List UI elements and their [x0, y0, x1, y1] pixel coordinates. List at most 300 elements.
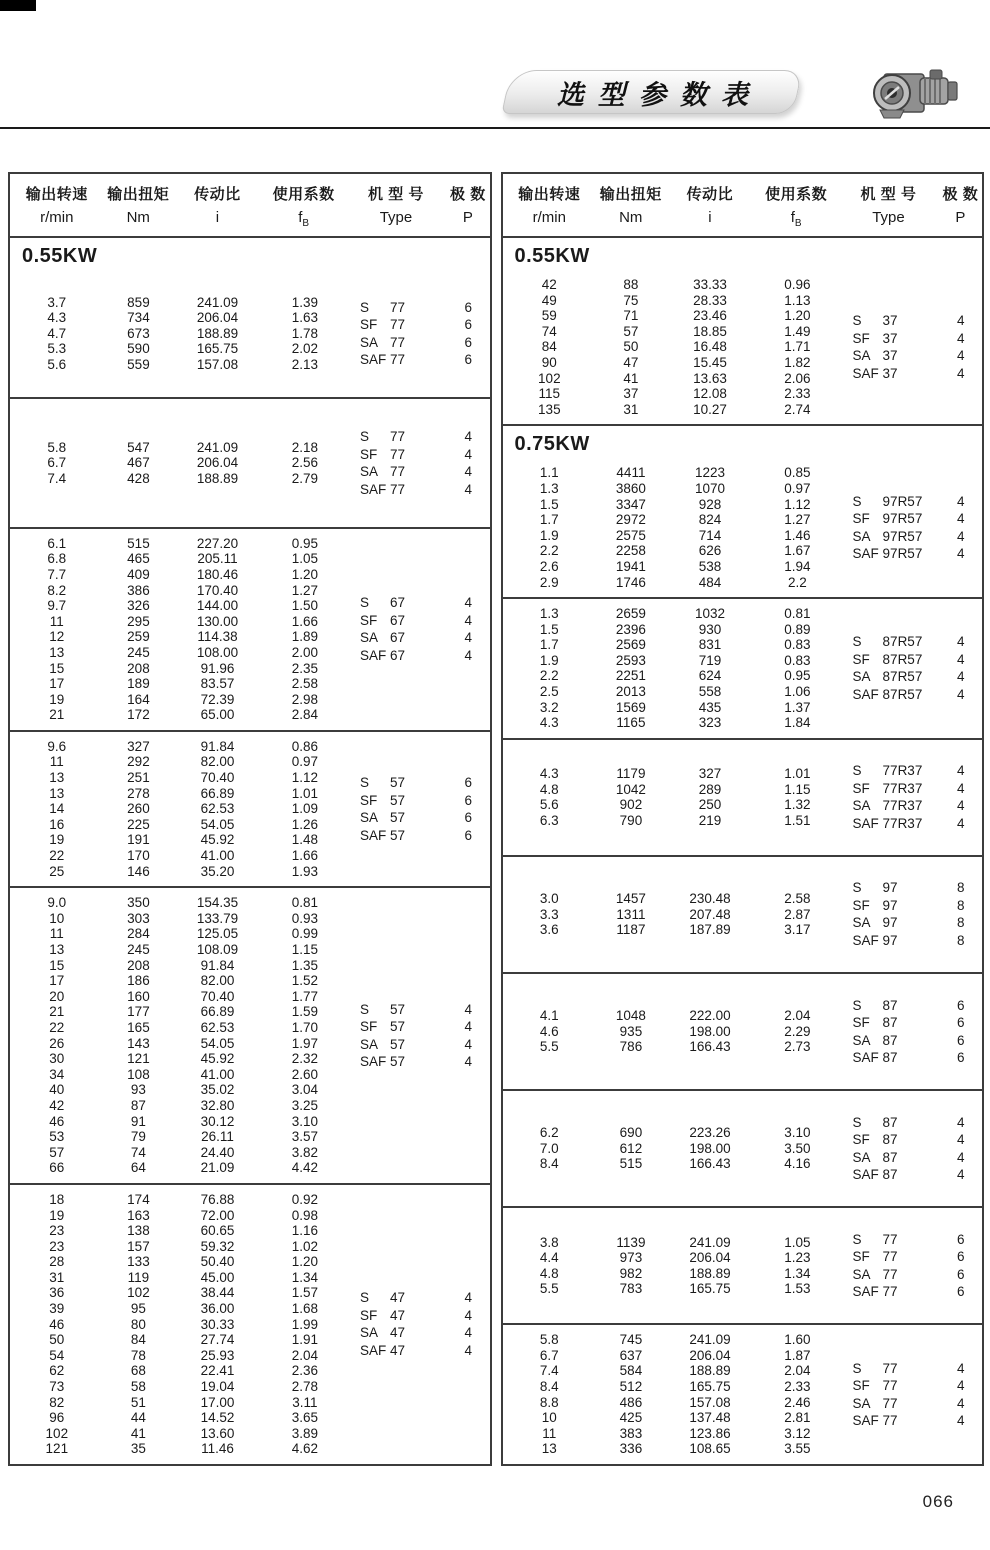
- torque-cell: 2013: [615, 684, 646, 700]
- ratio-cell: 831: [698, 637, 722, 653]
- poles-cell: 4: [464, 1342, 473, 1358]
- table-row: [503, 528, 841, 544]
- header-col-speed-cn: 输出转速: [25, 186, 88, 203]
- table-row: [10, 832, 348, 848]
- speed-cell: 6.2: [539, 1125, 559, 1141]
- table-row: [10, 676, 348, 692]
- torque-cell: 41: [623, 370, 639, 386]
- ratio-cell: 50.40: [200, 1254, 235, 1270]
- poles-cell: 4: [957, 546, 965, 562]
- torque-cell: 326: [127, 598, 150, 614]
- table-row: [10, 848, 348, 864]
- torque-cell: 225: [127, 816, 150, 832]
- ratio-cell: 165.75: [196, 341, 239, 357]
- poles-cell: 4: [957, 634, 965, 650]
- model-prefix: SA: [852, 669, 871, 685]
- torque-cell: 690: [619, 1125, 643, 1141]
- ratio-cell: 323: [698, 715, 722, 731]
- model-row: [348, 428, 489, 446]
- service-factor-cell: 0.95: [784, 668, 811, 684]
- service-factor-cell: 1.78: [291, 325, 319, 341]
- speed-cell: 90: [541, 354, 557, 370]
- service-factor-cell: 1.15: [784, 781, 811, 797]
- service-factor-cell: 0.95: [291, 535, 319, 551]
- torque-cell: 93: [130, 1082, 146, 1098]
- ratio-cell: 230.48: [689, 891, 731, 907]
- poles-cell: 8: [957, 880, 965, 896]
- speed-cell: 22: [49, 1019, 65, 1035]
- model-cell: SAF 47: [360, 1342, 406, 1358]
- speed-cell: 31: [49, 1269, 65, 1285]
- model-cell: SA 87: [852, 1149, 898, 1165]
- model-prefix: S: [360, 429, 370, 445]
- ratio-cell: 13.63: [693, 370, 727, 386]
- ratio-cell: 133.79: [196, 910, 239, 926]
- ratio-block: [503, 270, 983, 424]
- table-row: [10, 1395, 348, 1411]
- torque-cell: 143: [127, 1035, 150, 1051]
- speed-cell: 3.3: [539, 906, 559, 922]
- ratio-cell: 928: [698, 496, 722, 512]
- service-factor-cell: 1.84: [784, 715, 811, 731]
- poles-cell: 8: [957, 932, 965, 948]
- table-row: [503, 622, 841, 638]
- table-row: [10, 357, 348, 373]
- ratio-block: [503, 597, 983, 738]
- model-cell: SA 77: [360, 334, 406, 350]
- model-prefix: S: [360, 299, 370, 315]
- service-factor-cell: 2.81: [784, 1410, 811, 1426]
- torque-cell: 245: [127, 942, 150, 957]
- service-factor-cell: 1.32: [784, 797, 811, 813]
- model-cell: SF 57: [360, 792, 406, 808]
- ratio-cell: 1223: [695, 465, 726, 481]
- ratio-cell: 538: [698, 558, 722, 574]
- torque-cell: 58: [130, 1379, 146, 1395]
- speed-cell: 49: [541, 292, 557, 308]
- speed-cell: 102: [538, 370, 561, 386]
- speed-cell: 36: [49, 1285, 65, 1301]
- model-cell: SA 87R57: [852, 669, 923, 685]
- table-row: [10, 1348, 348, 1364]
- model-cell: SAF 87: [852, 1167, 898, 1183]
- poles-cell: 4: [464, 630, 473, 646]
- model-cell: SAF 77: [360, 481, 406, 497]
- ratio-cell: 125.05: [196, 926, 239, 942]
- torque-cell: 2569: [615, 637, 646, 653]
- header-col-type-unit: Type: [872, 209, 905, 226]
- ratio-cell: 30.33: [200, 1316, 235, 1332]
- torque-cell: 186: [127, 973, 150, 989]
- table-row: [503, 355, 841, 371]
- speed-cell: 1.9: [539, 652, 559, 668]
- model-prefix: SF: [852, 511, 870, 527]
- ratio-cell: 45.00: [200, 1269, 235, 1285]
- model-rows: [841, 1231, 982, 1301]
- poles-cell: 4: [957, 313, 965, 329]
- service-factor-cell: 1.06: [784, 684, 811, 700]
- data-rows: [503, 1235, 841, 1297]
- speed-cell: 20: [49, 988, 65, 1004]
- torque-cell: 783: [619, 1281, 643, 1297]
- model-cell: S 77: [360, 299, 406, 315]
- ratio-cell: 626: [698, 543, 722, 559]
- table-row: [10, 1145, 348, 1161]
- torque-cell: 64: [130, 1160, 146, 1176]
- model-cell: SA 47: [360, 1325, 406, 1341]
- table-row: [503, 559, 841, 575]
- service-factor-cell: 3.25: [291, 1097, 319, 1113]
- torque-cell: 121: [127, 1051, 150, 1067]
- table-row: [503, 308, 841, 324]
- data-rows: [10, 895, 348, 1176]
- model-row: [841, 545, 982, 563]
- service-factor-cell: 2.04: [291, 1347, 319, 1363]
- torque-cell: 102: [127, 1285, 150, 1301]
- power-section-title: 0.75KW: [503, 424, 983, 458]
- speed-cell: 25: [49, 863, 65, 879]
- speed-cell: 5.6: [47, 357, 67, 373]
- model-prefix: SF: [852, 897, 870, 913]
- torque-cell: 108: [127, 1066, 150, 1082]
- service-factor-cell: 1.27: [784, 512, 811, 528]
- torque-cell: 612: [619, 1140, 643, 1156]
- speed-cell: 3.7: [47, 294, 67, 310]
- service-factor-cell: 3.11: [292, 1394, 318, 1410]
- table-row: [503, 1348, 841, 1364]
- poles-cell: 8: [957, 897, 965, 913]
- ratio-cell: 206.04: [689, 1347, 731, 1363]
- torque-cell: 208: [127, 957, 150, 973]
- ratio-cell: 60.65: [200, 1223, 235, 1239]
- model-prefix: S: [852, 493, 862, 509]
- poles-cell: 4: [464, 1001, 473, 1017]
- speed-cell: 4.1: [539, 1008, 559, 1024]
- table-body: [10, 238, 490, 1464]
- speed-cell: 102: [45, 1425, 69, 1441]
- model-prefix: SF: [360, 1307, 378, 1323]
- model-prefix: SAF: [852, 1050, 879, 1066]
- ratio-cell: 35.02: [200, 1082, 235, 1098]
- ratio-cell: 19.04: [200, 1379, 235, 1395]
- speed-cell: 1.1: [539, 465, 559, 481]
- service-factor-cell: 2.29: [784, 1023, 811, 1039]
- speed-cell: 42: [541, 277, 557, 292]
- table-row: [503, 1235, 841, 1251]
- torque-cell: 673: [127, 325, 150, 341]
- speed-cell: 6.3: [539, 812, 559, 828]
- table-row: [503, 606, 841, 622]
- table-row: [10, 1036, 348, 1052]
- table-row: [503, 339, 841, 355]
- service-factor-cell: 2.58: [291, 676, 319, 692]
- ratio-cell: 91.84: [200, 957, 235, 973]
- gearmotor-image: [860, 66, 964, 122]
- model-row: [841, 914, 982, 932]
- model-prefix: SAF: [852, 815, 879, 831]
- data-rows: [503, 1008, 841, 1055]
- speed-cell: 21: [49, 707, 65, 723]
- model-cell: SA 77: [852, 1395, 898, 1411]
- service-factor-cell: 1.94: [784, 558, 811, 574]
- torque-cell: 251: [127, 770, 150, 786]
- torque-cell: 409: [127, 566, 150, 582]
- ratio-cell: 13.60: [200, 1425, 235, 1441]
- service-factor-cell: 2.79: [291, 470, 319, 486]
- service-factor-cell: 1.09: [291, 801, 319, 817]
- table-body: [503, 238, 983, 1464]
- table-row: [503, 684, 841, 700]
- table-row: [503, 1332, 841, 1348]
- speed-cell: 28: [49, 1254, 65, 1270]
- table-row: [10, 1301, 348, 1317]
- torque-cell: 163: [127, 1207, 150, 1223]
- table-row: [10, 1239, 348, 1255]
- speed-cell: 4.4: [539, 1250, 559, 1266]
- service-factor-cell: 3.12: [784, 1425, 811, 1441]
- model-rows: [348, 428, 489, 498]
- ratio-cell: 327: [698, 766, 722, 782]
- table-header: [10, 174, 490, 238]
- speed-cell: 34: [49, 1066, 65, 1082]
- header-col-ratio-unit: i: [215, 209, 220, 226]
- model-row: [841, 1360, 982, 1378]
- model-prefix: SAF: [360, 827, 387, 843]
- service-factor-cell: 3.17: [784, 922, 811, 938]
- ratio-cell: 165.75: [689, 1379, 731, 1395]
- ratio-cell: 45.92: [200, 1051, 235, 1067]
- model-rows: [841, 762, 982, 832]
- ratio-cell: 114.38: [197, 629, 238, 645]
- ratio-cell: 154.35: [196, 895, 239, 911]
- table-row: [10, 958, 348, 974]
- ratio-cell: 206.04: [196, 310, 239, 326]
- torque-cell: 88: [623, 277, 639, 292]
- torque-cell: 3860: [615, 480, 646, 496]
- speed-cell: 13: [49, 942, 65, 957]
- header-row-cn: [10, 183, 490, 204]
- model-rows: [841, 997, 982, 1067]
- table-row: [503, 715, 841, 731]
- model-cell: S 57: [360, 775, 406, 791]
- data-rows: [503, 766, 841, 828]
- speed-cell: 82: [49, 1394, 65, 1410]
- table-row: [503, 1379, 841, 1395]
- poles-cell: 6: [957, 1050, 965, 1066]
- ratio-cell: 23.46: [693, 308, 727, 324]
- ratio-cell: 241.09: [196, 294, 239, 310]
- table-row: [10, 1129, 348, 1145]
- speed-cell: 8.8: [539, 1394, 559, 1410]
- model-cell: SF 57: [360, 1019, 406, 1035]
- model-prefix: SA: [852, 798, 871, 814]
- service-factor-cell: 0.97: [291, 754, 319, 770]
- torque-cell: 584: [619, 1363, 643, 1379]
- torque-cell: 87: [130, 1097, 146, 1113]
- table-row: [503, 891, 841, 907]
- speed-cell: 46: [49, 1113, 65, 1129]
- ratio-cell: 17.00: [200, 1394, 235, 1410]
- model-row: [348, 1289, 489, 1307]
- service-factor-cell: 2.56: [291, 455, 319, 471]
- speed-cell: 73: [49, 1379, 65, 1395]
- selection-table-left: [8, 172, 492, 1466]
- service-factor-cell: 2.35: [291, 660, 319, 676]
- ratio-cell: 38.44: [200, 1285, 235, 1301]
- ratio-cell: 18.85: [693, 323, 727, 339]
- ratio-cell: 32.80: [200, 1097, 235, 1113]
- model-prefix: SF: [852, 1015, 870, 1031]
- torque-cell: 133: [127, 1254, 150, 1270]
- service-factor-cell: 1.26: [291, 816, 319, 832]
- speed-cell: 5.8: [539, 1332, 559, 1348]
- torque-cell: 50: [623, 339, 639, 355]
- model-row: [348, 1001, 489, 1019]
- speed-cell: 4.8: [539, 1265, 559, 1281]
- poles-cell: 4: [464, 595, 473, 611]
- model-rows: [841, 633, 982, 703]
- ratio-cell: 188.89: [196, 325, 239, 341]
- ratio-block: [10, 730, 490, 886]
- table-row: [503, 497, 841, 513]
- ratio-cell: 41.00: [200, 1066, 235, 1082]
- table-header: [503, 174, 983, 238]
- ratio-cell: 35.20: [200, 863, 235, 879]
- speed-cell: 6.8: [47, 551, 67, 567]
- model-cell: SF 87: [852, 1015, 898, 1031]
- torque-cell: 79: [130, 1129, 146, 1145]
- service-factor-cell: 1.60: [784, 1332, 811, 1348]
- model-row: [841, 1231, 982, 1249]
- torque-cell: 292: [127, 754, 150, 770]
- torque-cell: 590: [127, 341, 150, 357]
- poles-cell: 6: [957, 997, 965, 1013]
- service-factor-cell: 1.05: [784, 1234, 811, 1250]
- torque-cell: 259: [127, 629, 150, 645]
- model-row: [841, 932, 982, 950]
- service-factor-cell: 2.04: [784, 1008, 811, 1024]
- torque-cell: 1165: [616, 715, 646, 731]
- table-row: [10, 1067, 348, 1083]
- poles-cell: 4: [957, 1114, 965, 1130]
- speed-cell: 5.6: [539, 797, 559, 813]
- poles-cell: 6: [957, 1231, 965, 1247]
- torque-cell: 191: [127, 832, 150, 848]
- speed-cell: 1.5: [539, 621, 559, 637]
- torque-cell: 2258: [615, 543, 646, 559]
- table-row: [10, 1285, 348, 1301]
- service-factor-cell: 0.93: [291, 910, 319, 926]
- power-section-title: 0.55KW: [514, 245, 590, 267]
- table-row: [503, 371, 841, 387]
- ratio-cell: 66.89: [200, 785, 235, 801]
- torque-cell: 157: [127, 1238, 150, 1254]
- ratio-cell: 484: [698, 574, 722, 590]
- header-col-torque-cn: 输出扭矩: [107, 186, 170, 203]
- speed-cell: 3.8: [539, 1234, 559, 1250]
- speed-cell: 17: [49, 676, 65, 692]
- speed-cell: 30: [49, 1051, 65, 1067]
- model-rows: [348, 594, 489, 664]
- speed-cell: 12: [49, 629, 65, 645]
- table-row: [10, 1426, 348, 1442]
- model-cell: SA 77R37: [852, 798, 923, 814]
- selection-table-right: [501, 172, 985, 1466]
- model-row: [348, 1053, 489, 1071]
- torque-cell: 84: [130, 1332, 146, 1348]
- speed-cell: 19: [49, 832, 65, 848]
- model-cell: SF 77: [852, 1249, 898, 1265]
- ratio-cell: 65.00: [200, 707, 235, 723]
- model-cell: SF 67: [360, 612, 406, 628]
- speed-cell: 23: [49, 1223, 65, 1239]
- model-row: [841, 1412, 982, 1430]
- ratio-cell: 166.43: [689, 1039, 731, 1055]
- model-row: [348, 299, 489, 317]
- ratio-cell: 82.00: [200, 973, 235, 989]
- ratio-cell: 66.89: [200, 1004, 235, 1020]
- service-factor-cell: 1.05: [291, 551, 319, 567]
- ratio-cell: 72.00: [200, 1207, 235, 1223]
- model-prefix: SAF: [360, 1342, 387, 1358]
- speed-cell: 11: [49, 754, 64, 770]
- speed-cell: 23: [49, 1238, 65, 1254]
- service-factor-cell: 1.01: [291, 785, 319, 801]
- table-row: [10, 786, 348, 802]
- torque-cell: 2972: [615, 512, 646, 528]
- header-row-cn: [503, 183, 983, 204]
- poles-cell: 4: [464, 1307, 473, 1323]
- poles-cell: 6: [464, 299, 473, 315]
- model-row: [841, 365, 982, 383]
- service-factor-cell: 2.84: [291, 707, 319, 723]
- model-cell: SA 57: [360, 1036, 406, 1052]
- header-col-speed-cn: 输出转速: [518, 186, 581, 203]
- table-row: [10, 310, 348, 326]
- model-row: [841, 1049, 982, 1067]
- ratio-cell: 70.40: [200, 770, 235, 786]
- model-prefix: SF: [360, 612, 378, 628]
- table-row: [503, 481, 841, 497]
- service-factor-cell: 1.46: [784, 527, 811, 543]
- model-row: [841, 1114, 982, 1132]
- service-factor-cell: 0.85: [784, 465, 811, 481]
- table-row: [503, 1039, 841, 1055]
- model-row: [841, 1149, 982, 1167]
- torque-cell: 383: [619, 1425, 643, 1441]
- model-prefix: SF: [852, 1378, 870, 1394]
- poles-cell: 4: [957, 1167, 965, 1183]
- service-factor-cell: 2.73: [784, 1039, 811, 1055]
- model-prefix: SA: [852, 1266, 871, 1282]
- table-row: [10, 1332, 348, 1348]
- speed-cell: 1.9: [539, 527, 559, 543]
- model-prefix: SAF: [852, 1413, 879, 1429]
- model-prefix: SA: [360, 1325, 379, 1341]
- table-row: [10, 1160, 348, 1176]
- service-factor-cell: 2.33: [784, 1379, 811, 1395]
- speed-cell: 15: [49, 660, 65, 676]
- service-factor-cell: 1.67: [784, 543, 811, 559]
- model-cell: SAF 97: [852, 932, 898, 948]
- poles-cell: 6: [464, 352, 473, 368]
- poles-cell: 6: [464, 775, 473, 791]
- torque-cell: 515: [127, 535, 150, 551]
- service-factor-cell: 2.18: [291, 439, 319, 455]
- service-factor-cell: 1.12: [291, 770, 319, 786]
- service-factor-cell: 2.32: [291, 1051, 319, 1067]
- page-title: 选型参数表: [556, 79, 762, 111]
